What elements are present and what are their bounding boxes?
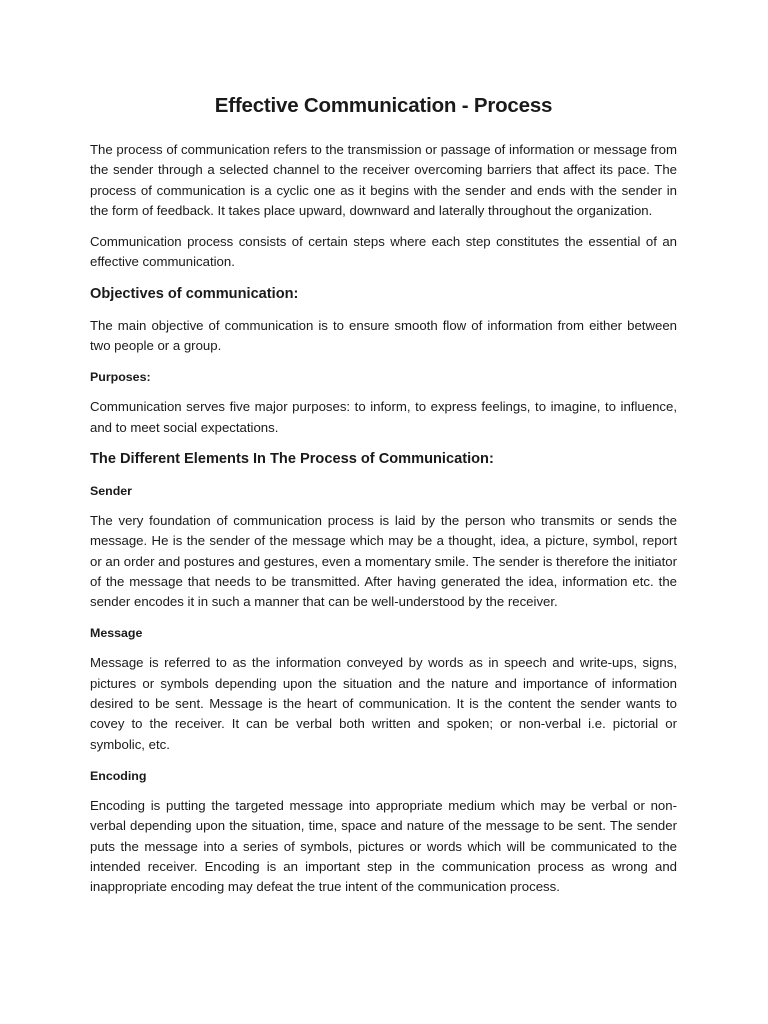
intro-paragraph-1: The process of communication refers to the transmission or passage of information or message from the sender through a selected channel to the receiver overcoming barriers that affect its pace. The process of communication is a cyclic one as it begins with the sender and ends with the sender in the form of feedback. It takes place upward, downward and laterally throughout the organization. — [90, 142, 677, 218]
purposes-heading: Purposes: — [90, 370, 151, 385]
sender-paragraph: The very foundation of communication process is laid by the person who transmits or sends the message. He is the sender of the message which may be a thought, idea, a picture, symbol, report or an order and postures and gestures, even a momentary smile. The sender is therefore the initiator of the message that needs to be transmitted. After having generated the idea, information etc. the sender encodes it in such a manner that can be well-understood by the receiver. — [90, 512, 677, 610]
document-title: Effective Communication - Process — [214, 94, 553, 117]
document-page — [90, 93, 677, 908]
intro-paragraph-2: Communication process consists of certain steps where each step constitutes the essential of an effective communication. — [90, 234, 677, 270]
message-paragraph: Message is referred to as the information conveyed by words as in speech and write-ups, signs, pictures or symbols depending upon the situation and the nature and importance of information desired to be sent. Message is the heart of communication. It is the content the sender wants to covey to the receiver. It can be verbal both written and spoken; or non-verbal i.e. pictorial or symbolic, etc. — [90, 655, 677, 752]
sender-heading: Sender — [90, 483, 133, 498]
elements-heading: The Different Elements In The Process of Communication: — [90, 450, 494, 467]
objectives-paragraph: The main objective of communication is to ensure smooth flow of information from either between two people or a group. — [90, 317, 677, 354]
objectives-heading: Objectives of communication: — [90, 285, 299, 302]
encoding-paragraph: Encoding is putting the targeted message into appropriate medium which may be verbal or non-verbal depending upon the situation, time, space and nature of the message to be sent. The sender puts the message into a series of symbols, pictures or words which will be communicated to the intended receiver. Encoding is an important step in the communication process as wrong and inappropriate encoding may defeat the true intent of the communication process. — [90, 797, 677, 895]
purposes-paragraph: Communication serves five major purposes: to inform, to express feelings, to imagine, to influence, and to meet social expectations. — [90, 399, 677, 435]
encoding-heading: Encoding — [90, 768, 147, 783]
message-heading: Message — [90, 626, 143, 641]
